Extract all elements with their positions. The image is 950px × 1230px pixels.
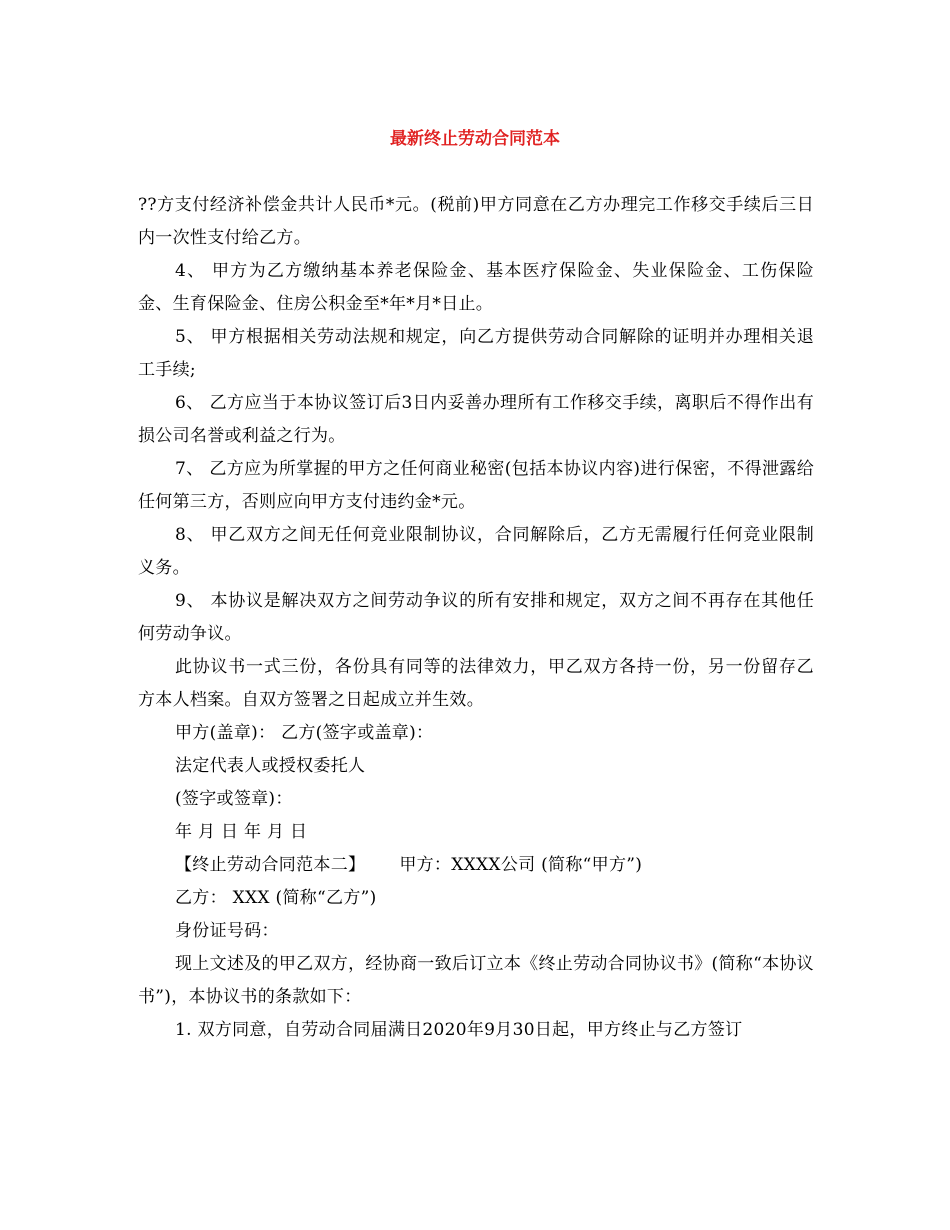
party-b-name: 乙方： XXX (简称“乙方”) [175, 888, 377, 908]
paragraph-item-6: 6、 乙方应当于本协议签订后3日内妥善办理所有工作移交手续，离职后不得作出有损公司名誉或利益之行为。 [138, 393, 814, 446]
document-title: 最新终止劳动合同范本 [390, 129, 560, 149]
id-number-line: 身份证号码： [175, 921, 279, 941]
template-two-header-line [138, 849, 814, 882]
paragraph-item-9: 9、 本协议是解决双方之间劳动争议的所有安排和规定，双方之间不再存在其他任何劳动争议。 [138, 591, 814, 644]
paragraph-item-8: 8、 甲乙双方之间无任何竞业限制协议，合同解除后，乙方无需履行任何竞业限制义务。 [138, 525, 814, 578]
paragraph-preamble: 现上文述及的甲乙双方，经协商一致后订立本《终止劳动合同协议书》(简称“本协议书”)，本协议书的条款如下： [138, 954, 814, 1007]
paragraph-compensation: ??方支付经济补偿金共计人民币*元。(税前)甲方同意在乙方办理完工作移交手续后三日内一次性支付给乙方。 [138, 195, 814, 248]
document-body [138, 189, 814, 1047]
signature-parties-line: 甲方(盖章)： 乙方(签字或盖章)： [175, 723, 434, 743]
legal-representative-line: 法定代表人或授权委托人 [175, 756, 366, 776]
paragraph-clause-1: 1. 双方同意，自劳动合同届满日2020年9月30日起，甲方终止与乙方签订 [175, 1020, 743, 1040]
paragraph-copies: 此协议书一式三份，各份具有同等的法律效力，甲乙双方各持一份，另一份留存乙方本人档案。自双方签署之日起成立并生效。 [138, 657, 814, 710]
party-a-name: 甲方：XXXX公司 (简称“甲方”) [399, 855, 643, 875]
paragraph-item-5: 5、 甲方根据相关劳动法规和规定，向乙方提供劳动合同解除的证明并办理相关退工手续; [138, 327, 814, 380]
template-two-title: 【终止劳动合同范本二】 [175, 855, 366, 875]
date-line: 年 月 日 年 月 日 [175, 822, 308, 842]
paragraph-item-7: 7、 乙方应为所掌握的甲方之任何商业秘密(包括本协议内容)进行保密，不得泄露给任何第三方，否则应向甲方支付违约金*元。 [138, 459, 814, 512]
paragraph-item-4: 4、 甲方为乙方缴纳基本养老保险金、基本医疗保险金、失业保险金、工伤保险金、生育保险金、住房公积金至*年*月*日止。 [138, 261, 814, 314]
signature-seal-line: (签字或签章)： [175, 789, 293, 809]
